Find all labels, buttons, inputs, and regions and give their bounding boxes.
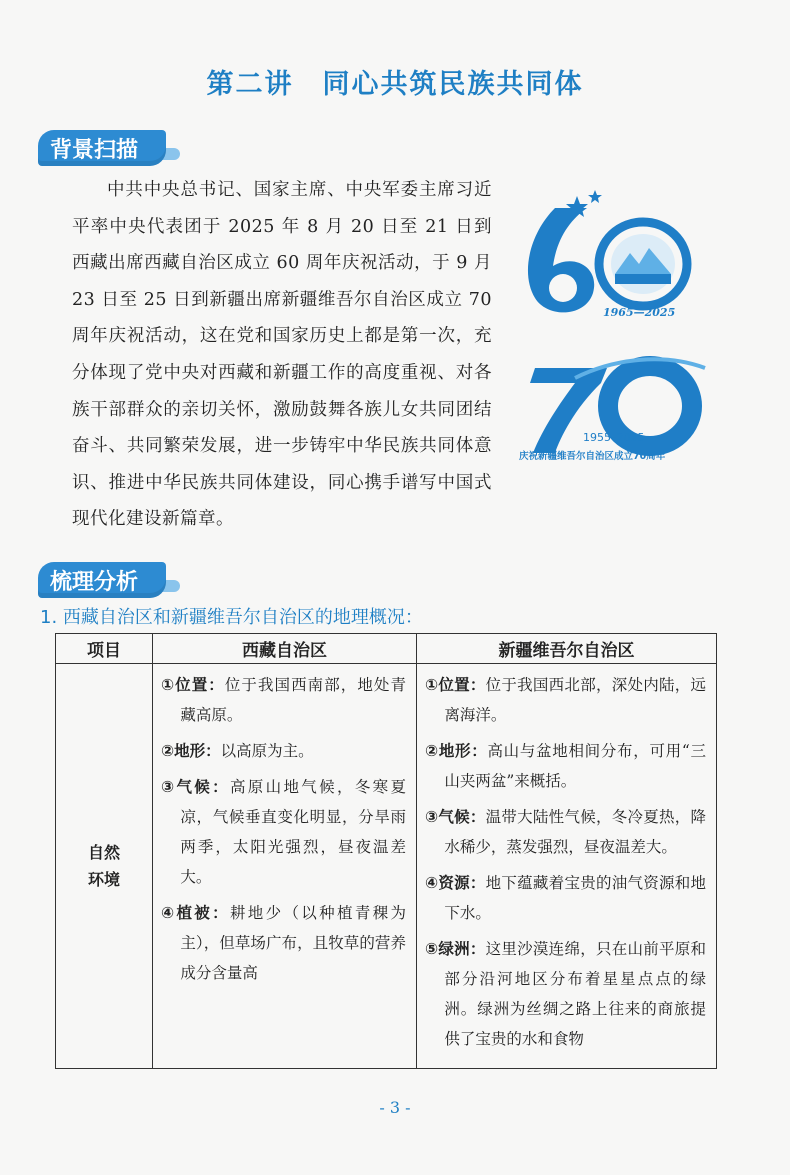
table-row xyxy=(56,664,717,1069)
list-item: ③气候：温带大陆性气候，冬冷夏热，降水稀少，蒸发强烈，昼夜温差大。 xyxy=(425,808,706,856)
list-item: ②地形：以高原为主。 xyxy=(161,742,314,760)
header-item: 项目 xyxy=(56,634,153,664)
row-label-text: 自然 环境 xyxy=(87,843,120,889)
background-paragraph: 中共中央总书记、国家主席、中央军委主席习近平率中央代表团于 2025 年 8 月 20 日至 21 日到西藏出席西藏自治区成立 60 周年庆祝活动，于 9 月 23 日至 25 日到新疆出席新疆维吾尔自治区成立 70 周年庆祝活动，这在党和国家历史上都是第一次，充分体现了党中央对西藏和新疆工作的高度重视、对各族干部群众的亲切关怀，激励鼓舞各族儿女共同团结奋斗、共同繁荣发展，进一步铸牢中华民族共同体意识、推进中华民族共同体建设，同心携手谱写中国式现代化建设新篇章。 xyxy=(72,180,492,530)
xinjiang-cell xyxy=(417,664,717,1069)
row-label xyxy=(56,664,153,1069)
header-xinjiang: 新疆维吾尔自治区 xyxy=(417,634,717,664)
tibet-cell xyxy=(153,664,417,1069)
xinjiang-caption: 庆祝新疆维吾尔自治区成立70周年 xyxy=(519,451,666,462)
table-header-row xyxy=(56,634,717,664)
anniversary-logos xyxy=(515,178,715,498)
section-tag-background: 背景扫描 xyxy=(38,130,166,166)
list-item: ⑤绿洲：这里沙漠连绵，只在山前平原和部分沿河地区分布着星星点点的绿洲。绿洲为丝绸之路上往来的商旅提供了宝贵的水和食物 xyxy=(425,940,706,1048)
tibet-years: 1965—2025 xyxy=(603,306,676,319)
list-item: ①位置：位于我国西南部，地处青藏高原。 xyxy=(161,676,406,724)
page-number: - 3 - xyxy=(379,1098,411,1117)
xinjiang-70-logo xyxy=(519,359,705,462)
geography-table xyxy=(55,633,717,1069)
list-item: ④植被：耕地少（以种植青稞为主），但草场广布，且牧草的营养成分含量高 xyxy=(161,904,406,982)
list-item: ①位置：位于我国西北部，深处内陆，远离海洋。 xyxy=(425,676,706,724)
list-item: ②地形：高山与盆地相间分布，可用“三山夹两盆”来概括。 xyxy=(425,742,706,790)
tibet-60-logo xyxy=(528,190,687,319)
subsection-title: 1. 西藏自治区和新疆维吾尔自治区的地理概况： xyxy=(40,607,423,628)
xinjiang-years: 1955–2025 xyxy=(583,431,645,444)
anniversary-logos-svg xyxy=(515,178,715,498)
list-item: ③气候：高原山地气候，冬寒夏凉，气候垂直变化明显，分旱雨两季，太阳光强烈，昼夜温差大。 xyxy=(161,778,406,886)
header-tibet: 西藏自治区 xyxy=(153,634,417,664)
section-tag-analysis: 梳理分析 xyxy=(38,562,166,598)
list-item: ④资源：地下蕴藏着宝贵的油气资源和地下水。 xyxy=(425,874,706,922)
page-title: 第二讲 同心共筑民族共同体 xyxy=(206,69,584,100)
